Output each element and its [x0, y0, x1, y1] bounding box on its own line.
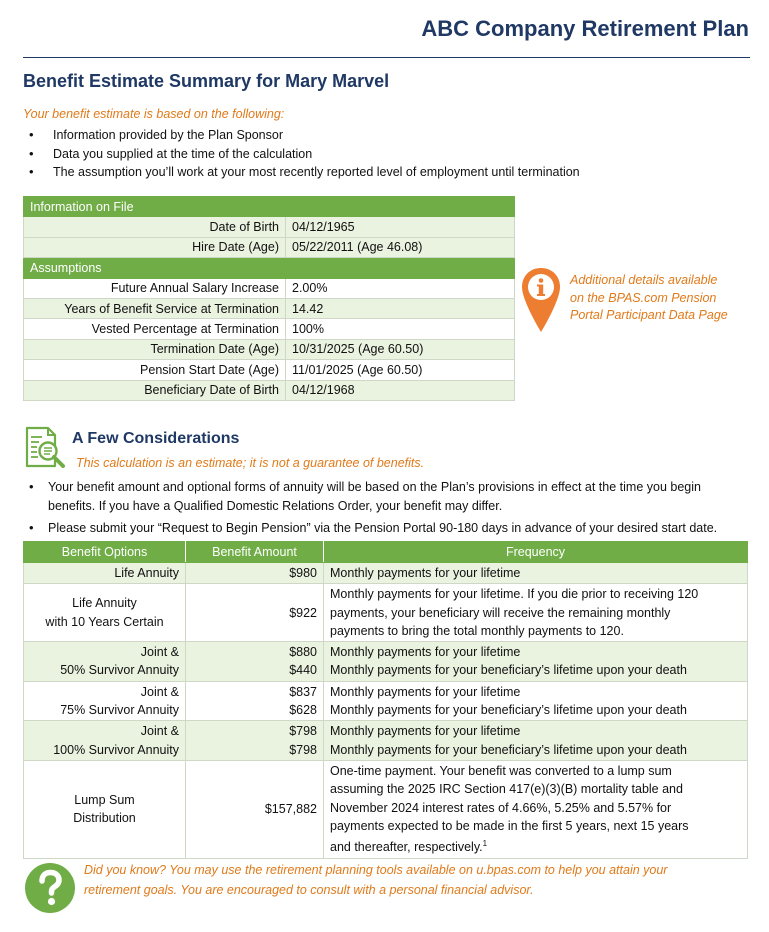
frequency-line [330, 835, 741, 856]
row-value: 2.00% [286, 278, 515, 298]
frequency-line: payments, your beneficiary will receive the remaining monthly [330, 605, 671, 620]
frequency-line: Monthly payments for your beneficiary’s lifetime upon your death [330, 742, 687, 757]
option-line: Distribution [73, 811, 136, 826]
table-row [24, 339, 515, 359]
row-value: 14.42 [286, 298, 515, 318]
table-row-certain [24, 584, 748, 642]
option-line: 50% Survivor Annuity [60, 663, 179, 678]
option-line: Life Annuity [72, 596, 137, 611]
benefit-frequency [324, 584, 748, 642]
row-value: 05/22/2011 (Age 46.08) [286, 237, 515, 257]
table-row [24, 217, 515, 237]
row-label: Pension Start Date (Age) [24, 360, 286, 380]
row-label: Termination Date (Age) [24, 339, 286, 359]
row-value: 04/12/1968 [286, 380, 515, 400]
benefit-frequency [324, 642, 748, 682]
company-title: ABC Company Retirement Plan [421, 16, 749, 41]
table-header-row [24, 542, 748, 563]
row-label: Years of Benefit Service at Termination [24, 298, 286, 318]
considerations-list [29, 478, 759, 538]
benefit-amount [186, 642, 324, 682]
row-value: 04/12/1965 [286, 217, 515, 237]
tip-line: retirement goals. You are encouraged to consult with a personal financial advisor. [84, 883, 534, 897]
frequency-line: payments expected to be made in the first 5 years, next 15 years [330, 818, 689, 833]
column-header-amount: Benefit Amount [186, 542, 324, 563]
information-table [23, 196, 515, 401]
table-row-joint-100 [24, 721, 748, 761]
basis-item: • Information provided by the Plan Sponsor [29, 126, 580, 145]
frequency-line: One-time payment. Your benefit was converted to a lump sum [330, 763, 672, 778]
option-line: Lump Sum [74, 792, 135, 807]
table-row-joint-75 [24, 681, 748, 721]
basis-list [29, 126, 580, 182]
option-line: Joint & [140, 684, 179, 699]
info-pin-icon [520, 266, 562, 334]
consideration-item: • Your benefit amount and optional forms of annuity will be based on the Plan’s provisions in effect at the time you begin benefits. If you have a Qualified Domestic Relations Order, your benefit may differ. [29, 478, 736, 515]
table-row-joint-50 [24, 642, 748, 682]
additional-details-note [570, 272, 760, 325]
section-label: Information on File [24, 197, 515, 217]
section-label: Assumptions [24, 258, 515, 278]
column-header-frequency: Frequency [324, 542, 748, 563]
table-row [24, 319, 515, 339]
row-label: Future Annual Salary Increase [24, 278, 286, 298]
benefit-frequency [324, 760, 748, 858]
frequency-line: Monthly payments for your lifetime [330, 724, 521, 739]
benefit-option [24, 642, 186, 682]
option-line: 75% Survivor Annuity [60, 703, 179, 718]
frequency-line: Monthly payments for your lifetime [330, 645, 521, 660]
benefit-option [24, 721, 186, 761]
intro-note: Your benefit estimate is based on the following: [23, 107, 285, 121]
frequency-text: and thereafter, respectively. [330, 840, 483, 855]
table-row [24, 278, 515, 298]
benefit-amount [186, 721, 324, 761]
summary-title: Benefit Estimate Summary for Mary Marvel [23, 71, 390, 91]
header-divider [23, 57, 750, 58]
benefit-frequency [324, 681, 748, 721]
row-label: Vested Percentage at Termination [24, 319, 286, 339]
consideration-item: • Please submit your “Request to Begin Pension” via the Pension Portal 90-180 days in advance of your desired start date. [29, 519, 759, 538]
row-value: 100% [286, 319, 515, 339]
frequency-line: November 2024 interest rates of 4.66%, 5.25% and 5.57% for [330, 800, 672, 815]
table-row [24, 298, 515, 318]
column-header-options: Benefit Options [24, 542, 186, 563]
amount-line: $628 [289, 703, 317, 718]
option-line: with 10 Years Certain [45, 614, 164, 629]
amount-line: $440 [289, 663, 317, 678]
frequency-line: Monthly payments for your beneficiary’s lifetime upon your death [330, 663, 687, 678]
row-value: 10/31/2025 (Age 60.50) [286, 339, 515, 359]
benefit-amount: $922 [186, 584, 324, 642]
benefit-option [24, 681, 186, 721]
frequency-line: Monthly payments for your lifetime. If you die prior to receiving 120 [330, 587, 699, 602]
did-you-know-note [84, 860, 754, 900]
considerations-title: A Few Considerations [72, 430, 240, 447]
option-line: Joint & [140, 645, 179, 660]
benefit-frequency [324, 721, 748, 761]
benefit-frequency: Monthly payments for your lifetime [324, 563, 748, 584]
details-line: Additional details available [570, 273, 718, 287]
table-row [24, 237, 515, 257]
estimate-note: This calculation is an estimate; it is not a guarantee of benefits. [76, 456, 425, 470]
benefit-amount: $980 [186, 563, 324, 584]
frequency-line: Monthly payments for your beneficiary’s lifetime upon your death [330, 703, 687, 718]
table-row [24, 360, 515, 380]
section-header-on-file [24, 197, 515, 217]
footnote-mark: 1 [482, 839, 488, 849]
benefit-option [24, 584, 186, 642]
question-mark-icon [24, 862, 76, 914]
details-line: Portal Participant Data Page [570, 308, 728, 323]
row-label: Beneficiary Date of Birth [24, 380, 286, 400]
basis-item: • Data you supplied at the time of the calculation [29, 145, 580, 164]
amount-line: $798 [289, 724, 317, 739]
frequency-line: Monthly payments for your lifetime [330, 684, 521, 699]
benefit-option [24, 760, 186, 858]
amount-line: $837 [289, 684, 317, 699]
option-line: Joint & [140, 724, 179, 739]
document-magnifier-icon [22, 425, 68, 471]
benefit-options-table [23, 541, 748, 859]
benefit-amount [186, 681, 324, 721]
section-header-assumptions [24, 258, 515, 278]
basis-item: • The assumption you’ll work at your most recently reported level of employment until termination [29, 163, 580, 182]
tip-line: Did you know? You may use the retirement planning tools available on u.bpas.com to help you attain your [84, 863, 668, 877]
amount-line: $880 [289, 645, 317, 660]
benefit-option: Life Annuity [24, 563, 186, 584]
frequency-line: payments to bring the total monthly payments to 120. [330, 623, 624, 638]
benefit-amount: $157,882 [186, 760, 324, 858]
table-row-lump-sum [24, 760, 748, 858]
details-line: on the BPAS.com Pension [570, 290, 717, 305]
option-line: 100% Survivor Annuity [53, 742, 179, 757]
amount-line: $798 [289, 742, 317, 757]
row-label: Hire Date (Age) [24, 237, 286, 257]
frequency-line: assuming the 2025 IRC Section 417(e)(3)(B) mortality table and [330, 782, 683, 797]
row-label: Date of Birth [24, 217, 286, 237]
table-row-life-annuity [24, 563, 748, 584]
table-row [24, 380, 515, 400]
row-value: 11/01/2025 (Age 60.50) [286, 360, 515, 380]
